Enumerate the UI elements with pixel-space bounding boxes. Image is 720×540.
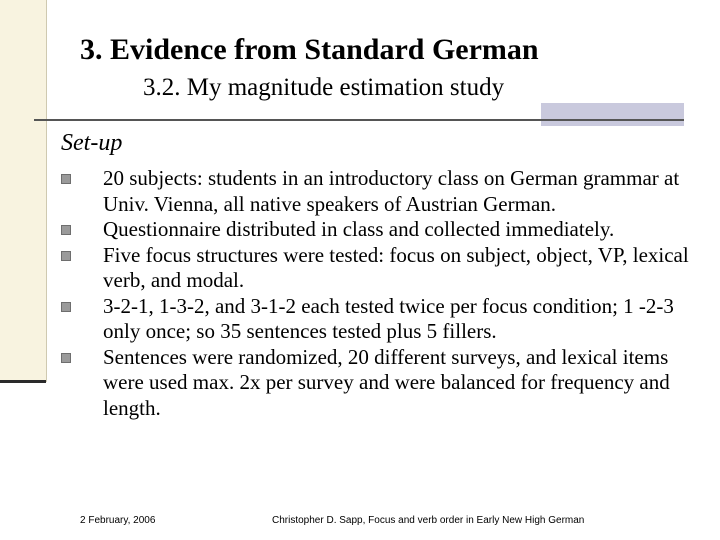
bullet-text: Five focus structures were tested: focus on subject, object, VP, lexical verb, and modal. (103, 242, 689, 292)
left-decorative-bar (0, 0, 47, 382)
bullet-item (61, 294, 711, 345)
bullet-text: 3-2-1, 1-3-2, and 3-1-2 each tested twice per focus condition; 1 -2-3 only once; so 35 sentences tested plus 5 fillers. (103, 293, 674, 343)
bullet-square-icon (61, 251, 71, 261)
bullet-list (61, 166, 711, 421)
bullet-square-icon (61, 174, 71, 184)
bullet-item (61, 345, 711, 422)
title-divider (34, 119, 684, 121)
bullet-item (61, 166, 711, 217)
bullet-text: 20 subjects: students in an introductory class on German grammar at Univ. Vienna, all native speakers of Austrian German. (103, 166, 680, 216)
left-bar-bottom-rule (0, 380, 46, 383)
bullet-item (61, 243, 711, 294)
bullet-square-icon (61, 353, 71, 363)
footer-credit: Christopher D. Sapp, Focus and verb order in Early New High German (272, 515, 585, 526)
bullet-square-icon (61, 225, 71, 235)
slide-title: 3. Evidence from Standard German (80, 33, 539, 66)
bullet-item (61, 217, 711, 243)
footer-date: 2 February, 2006 (80, 515, 156, 526)
bullet-text: Questionnaire distributed in class and collected immediately. (103, 217, 615, 241)
bullet-square-icon (61, 302, 71, 312)
title-accent-block (541, 103, 684, 126)
bullet-text: Sentences were randomized, 20 different surveys, and lexical items were used max. 2x per survey and were balanced for frequency and length. (103, 344, 670, 420)
slide-subtitle: 3.2. My magnitude estimation study (143, 74, 505, 101)
section-heading: Set-up (61, 130, 123, 156)
